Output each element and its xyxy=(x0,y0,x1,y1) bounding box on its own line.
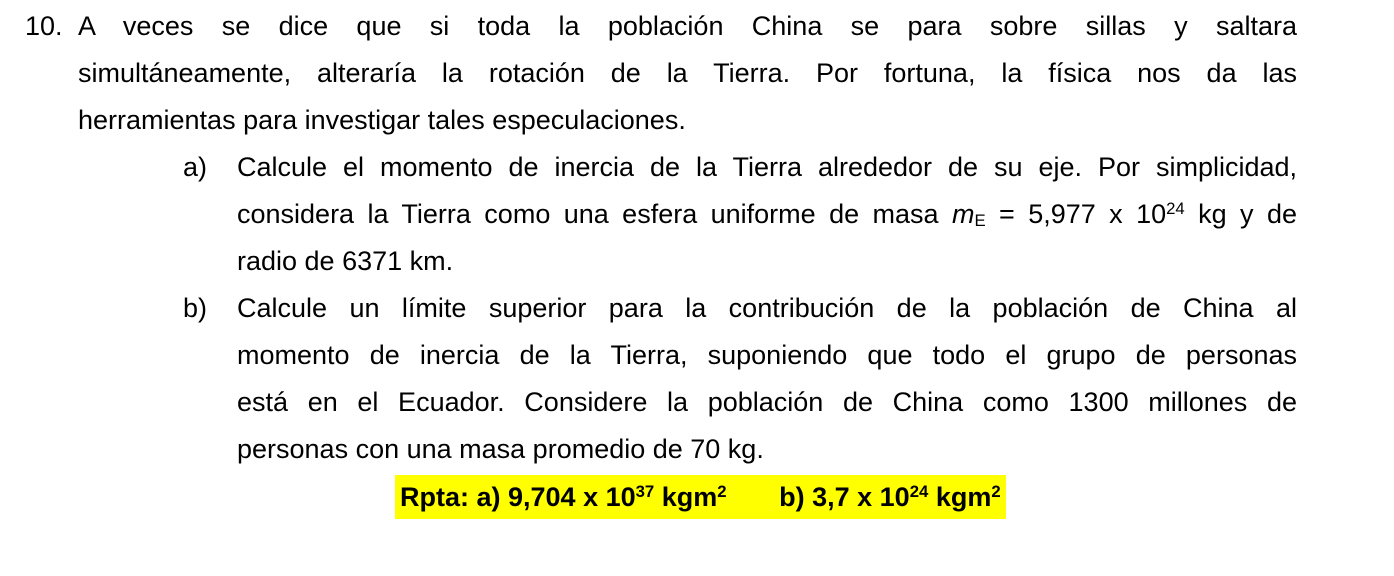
text-line xyxy=(237,144,1297,191)
item-a-lines xyxy=(237,144,1297,285)
text-line xyxy=(237,238,1297,285)
text-run: = 5,977 x 10 xyxy=(985,199,1167,229)
problem-intro-paragraph xyxy=(25,3,1297,144)
text-line xyxy=(237,285,1297,332)
text-line xyxy=(237,426,1297,473)
item-b-lines xyxy=(237,285,1297,473)
text-sup: 24 xyxy=(909,481,929,501)
text-run: Rpta: a) 9,704 x 10 xyxy=(400,482,636,512)
text-sub: E xyxy=(974,211,986,230)
text-run: considera la Tierra como una esfera uniforme de masa xyxy=(237,199,952,229)
text-run: kgm xyxy=(928,482,992,512)
text-run: herramientas para investigar tales especulaciones. xyxy=(78,105,686,135)
answer-row xyxy=(395,474,1394,521)
answer-highlight xyxy=(395,475,1006,519)
text-run: momento de inercia de la Tierra, suponiendo que todo el grupo de personas xyxy=(237,340,1297,370)
problem-item-b xyxy=(183,285,1297,473)
text-run: kgm xyxy=(654,482,718,512)
problem-number: 10. xyxy=(25,11,63,41)
text-sup: 2 xyxy=(717,481,727,501)
text-run: está en el Ecuador. Considere la población de China como 1300 millones de xyxy=(237,387,1297,417)
text-line xyxy=(237,332,1297,379)
text-run: radio de 6371 km. xyxy=(237,246,454,276)
text-run: b) 3,7 x 10 xyxy=(726,482,910,512)
problem-intro-lines xyxy=(78,3,1297,144)
text-run: Calcule un límite superior para la contribución de la población de China al xyxy=(237,293,1297,323)
item-a-label: a) xyxy=(183,152,208,182)
text-run: personas con una masa promedio de 70 kg. xyxy=(237,434,764,464)
text-line xyxy=(78,50,1297,97)
text-line xyxy=(237,379,1297,426)
text-line xyxy=(78,3,1297,50)
text-sup: 24 xyxy=(1166,198,1185,218)
text-sup: 2 xyxy=(991,481,1001,501)
text-run: kg y de xyxy=(1184,199,1297,229)
text-run: simultáneamente, alteraría la rotación de la Tierra. Por fortuna, la física nos da las xyxy=(78,58,1297,88)
text-run: A veces se dice que si toda la población China se para sobre sillas y saltara xyxy=(78,11,1297,41)
text-line xyxy=(237,191,1297,238)
text-run: Calcule el momento de inercia de la Tierra alrededor de su eje. Por simplicidad, xyxy=(237,152,1297,182)
text-line xyxy=(78,97,1297,144)
item-b-label: b) xyxy=(183,293,208,323)
text-sup: 37 xyxy=(635,481,655,501)
text-italic: m xyxy=(951,199,975,229)
problem-item-a xyxy=(183,144,1297,285)
